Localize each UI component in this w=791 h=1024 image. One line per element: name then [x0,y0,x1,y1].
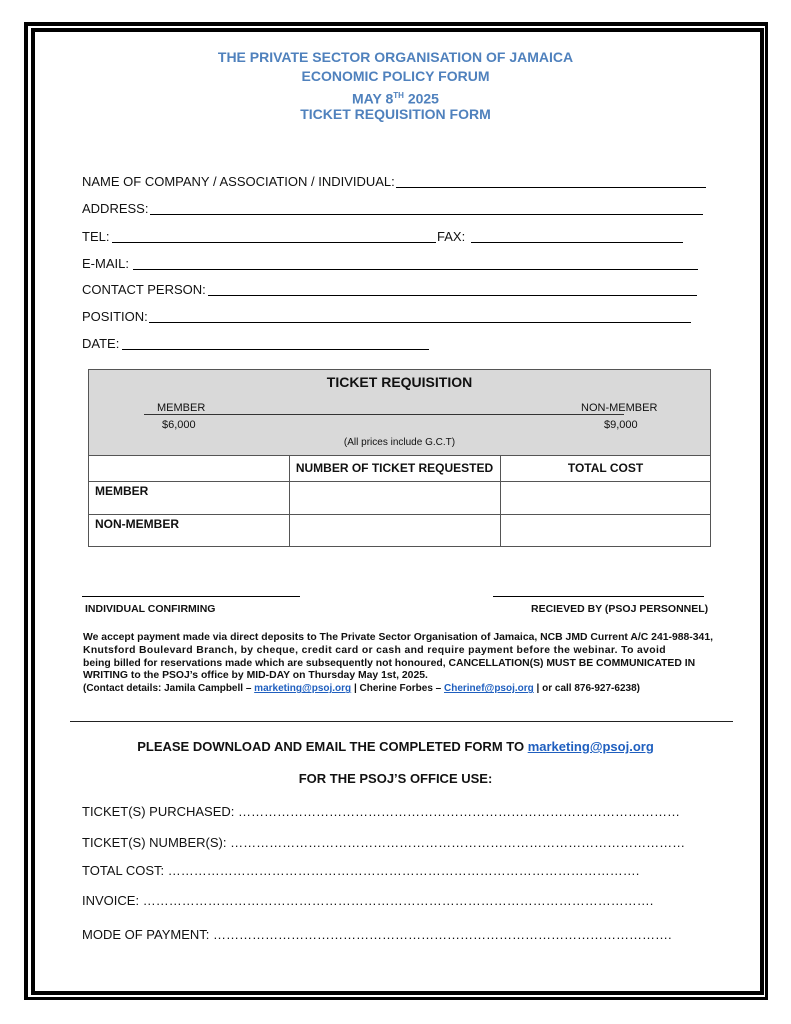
ticket-requisition-table [88,369,711,547]
contact-middle: | Cherine Forbes – [351,683,444,695]
total-cost-dots: ………………………………………………………………………………………………. [167,863,640,878]
tickets-purchased-label: TICKET(S) PURCHASED: [82,804,235,819]
invoice-dots: ………………………………………………………………………………………………………. [142,893,654,908]
ticket-price-panel [89,370,710,456]
invoice-row [82,893,653,908]
nonmember-price-label: NON-MEMBER [581,402,658,414]
nonmember-price: $9,000 [604,419,638,431]
company-field[interactable] [396,187,706,188]
payment-mode-label: MODE OF PAYMENT: [82,927,210,942]
fax-field[interactable] [471,242,683,243]
payment-line: Knutsford Boulevard Branch, by cheque, credit card or cash and require payment before the webinar. To avoid [83,644,666,656]
member-total-cell[interactable] [501,482,710,513]
row-label-nonmember: NON-MEMBER [95,517,179,531]
event-title: ECONOMIC POLICY FORUM [301,68,490,84]
marketing-email-link[interactable]: marketing@psoj.org [254,683,352,695]
contact-suffix: | or call 876-927-6238) [533,683,640,695]
individual-confirming-label: INDIVIDUAL CONFIRMING [85,603,216,615]
tel-field[interactable] [112,242,436,243]
office-use-title: FOR THE PSOJ’S OFFICE USE: [298,771,493,786]
individual-signature-line[interactable] [82,596,300,597]
email-field[interactable] [133,269,698,270]
tel-label: TEL: [82,229,110,244]
address-label: ADDRESS: [82,201,149,216]
address-field[interactable] [150,214,703,215]
form-title: TICKET REQUISITION FORM [300,106,491,122]
ticket-numbers-row [82,835,685,850]
payment-mode-dots: ……………………………………………………………………………………………. [212,927,672,942]
total-cost-label: TOTAL COST: [82,863,165,878]
section-divider [70,721,733,722]
org-title: THE PRIVATE SECTOR ORGANISATION OF JAMAICA [217,49,574,65]
tickets-purchased-dots: ………………………………………………………………………………………… [238,804,681,819]
contact-details [83,683,723,696]
payment-terms [83,632,723,696]
fax-label: FAX: [437,229,466,244]
ticket-numbers-dots: …………………………………………………………………………………………… [230,835,686,850]
received-by-label: RECIEVED BY (PSOJ PERSONNEL) [531,603,709,615]
position-field[interactable] [149,322,691,323]
contact-person-label: CONTACT PERSON: [82,282,206,297]
payment-line: We accept payment made via direct deposits to The Private Sector Organisation of Jamaica, NCB JMD Current A/C 241-988-341, [83,632,713,643]
payment-line: WRITING to the PSOJ’s office by MID-DAY on Thursday May 1st, 2025. [83,670,428,682]
payment-mode-row [82,927,672,942]
col-header-total: TOTAL COST [567,461,644,475]
contact-prefix: (Contact details: Jamila Campbell – [83,683,255,695]
tickets-purchased-row [82,804,680,819]
member-price: $6,000 [162,419,196,431]
ticket-numbers-label: TICKET(S) NUMBER(S): [82,835,227,850]
row-label-member: MEMBER [95,484,149,498]
email-label: E-MAIL: [82,256,129,271]
company-label: NAME OF COMPANY / ASSOCIATION / INDIVIDUAL: [82,174,395,189]
member-tickets-cell[interactable] [290,482,499,513]
gct-note: (All prices include G.C.T) [343,437,456,448]
event-date-main: MAY 8 [352,90,394,107]
total-cost-row [82,863,639,878]
ticket-table-title: TICKET REQUISITION [326,374,473,390]
position-label: POSITION: [82,309,148,324]
event-date-sup: TH [393,91,404,100]
member-price-label: MEMBER [157,402,206,414]
download-email-link[interactable]: marketing@psoj.org [527,739,654,754]
date-field[interactable] [122,349,429,350]
download-text: PLEASE DOWNLOAD AND EMAIL THE COMPLETED FORM TO [137,739,528,754]
download-instruction [0,739,791,754]
col-header-tickets: NUMBER OF TICKET REQUESTED [295,461,494,475]
event-date-year: 2025 [403,90,439,107]
date-label: DATE: [82,336,120,351]
nonmember-total-cell[interactable] [501,515,710,546]
received-signature-line[interactable] [493,596,704,597]
contact-person-field[interactable] [208,295,697,296]
invoice-label: INVOICE: [82,893,140,908]
nonmember-tickets-cell[interactable] [290,515,499,546]
cherine-email-link[interactable]: Cherinef@psoj.org [444,683,534,695]
payment-line: being billed for reservations made which are subsequently not honoured, CANCELLATION(S) MUST BE COMMUNICATED IN [83,657,696,669]
price-divider-line [144,414,624,415]
